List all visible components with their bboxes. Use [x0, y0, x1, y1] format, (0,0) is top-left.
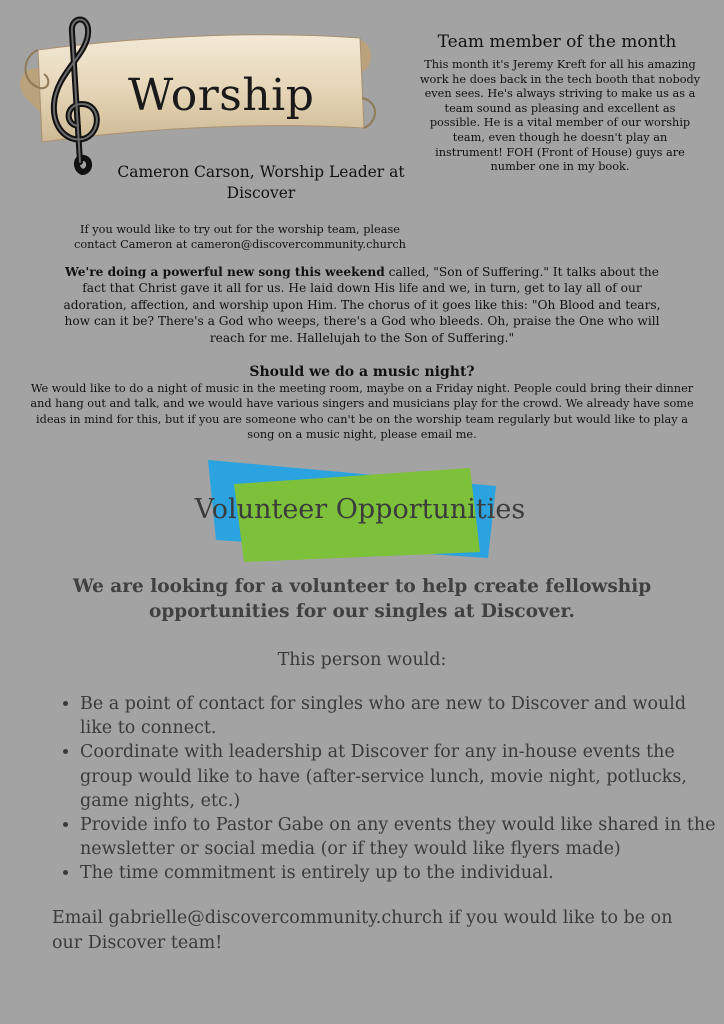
duties-label: This person would: — [277, 650, 447, 670]
new-song-intro: We're doing a powerful new song this weekend — [65, 265, 385, 279]
volunteer-title: Volunteer Opportunities — [194, 494, 526, 525]
list-item: • Coordinate with leadership at Discover for any in-house events the group would like to have (after-service lunch, movie night, potlucks, game nights, etc.) — [80, 740, 720, 813]
team-member-body: This month it's Jeremy Kreft for all his amazing work he does back in the tech booth that nobody even sees. He's always striving to make us as a team sound as pleasing and excellent as possible. He is a vital member of our worship team, even though he doesn't play an instrument! FOH (Front of House) guys are number one in my book. — [419, 58, 701, 174]
worship-leader-caption: Cameron Carson, Worship Leader at Discover — [117, 163, 405, 202]
team-member-heading: Team member of the month — [437, 32, 677, 52]
music-night-body: We would like to do a night of music in the meeting room, maybe on a Friday night. People could bring their dinner and hang out and talk, and we would have various singers and musicians play for the crowd. We already have some ideas in mind for this, but if you are someone who can't be on the worship team regularly but would like to play a song on a music night, please email me. — [30, 382, 694, 442]
tryout-note: If you would like to try out for the worship team, please contact Cameron at cameron@discovercommunity.church — [74, 223, 406, 251]
duties-list — [52, 692, 720, 886]
new-song-paragraph — [62, 264, 662, 346]
list-item: • Be a point of contact for singles who are new to Discover and would like to connect. — [80, 692, 720, 740]
volunteer-lead: We are looking for a volunteer to help create fellowship opportunities for our singles at Discover. — [72, 576, 652, 622]
list-item: • The time commitment is entirely up to the individual. — [80, 861, 720, 885]
treble-clef-icon — [42, 12, 112, 184]
email-call-to-action: Email gabrielle@discovercommunity.church if you would like to be on our Discover team! — [52, 908, 673, 953]
music-night-heading: Should we do a music night? — [249, 364, 475, 380]
list-item: • Provide info to Pastor Gabe on any events they would like shared in the newsletter or social media (or if they would like flyers made) — [80, 813, 720, 861]
new-song-body: called, "Son of Suffering." It talks about the fact that Christ gave it all for us. He laid down His life and we, in turn, get to lay all of our adoration, affection, and worship upon Him. The chorus of it goes like this: "Oh Blood and tears, how can it be? There's a God who weeps, there's a God who bleeds. Oh, praise the One who will reach for me. Hallelujah to the Son of Suffering." — [63, 265, 661, 345]
page-title: Worship — [128, 70, 315, 121]
